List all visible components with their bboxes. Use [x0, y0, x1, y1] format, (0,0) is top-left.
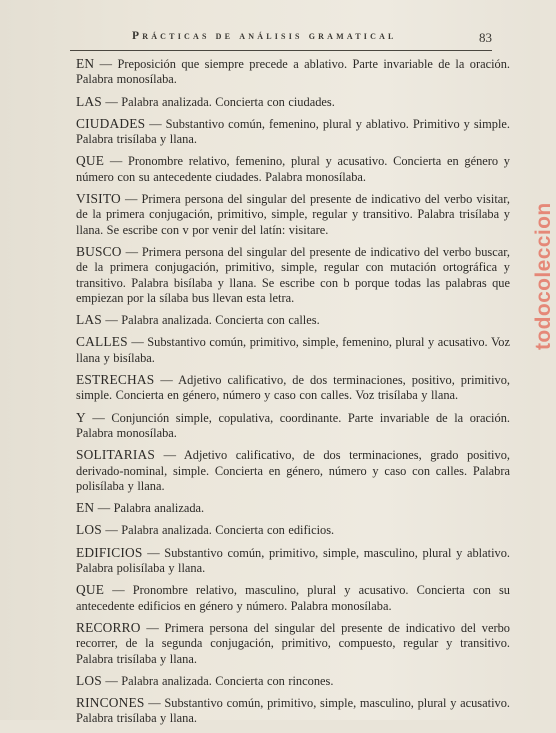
entry-text: — Preposición que siempre precede a ablativo. Parte invariable de la oración. Palabra monosílaba. [76, 57, 510, 87]
entry-las-2 [76, 312, 510, 328]
entry-las [76, 94, 510, 110]
entry-word: LOS [76, 672, 102, 688]
entry-rincones [76, 695, 510, 727]
entry-word: ESTRECHAS [76, 372, 155, 388]
entry-text: — Pronombre relativo, femenino, plural y acusativo. Concierta en género y número con su antecedente ciudades. Palabra monosílaba. [76, 154, 510, 184]
entry-que-2 [76, 582, 510, 614]
entry-word: EN [76, 56, 95, 71]
entry-text: — Substantivo común, femenino, plural y ablativo. Primitivo y simple. Palabra trisílaba y llana. [76, 116, 510, 147]
entry-text: — Palabra analizada. Concierta con ciudades. [101, 94, 335, 109]
entry-word: EDIFICIOS [76, 544, 143, 560]
entry-word: CIUDADES [76, 115, 146, 131]
entry-en [76, 56, 510, 88]
watermark [510, 20, 555, 350]
entry-word: Y [76, 409, 86, 425]
entry-busco [76, 244, 510, 306]
entry-word: QUE [76, 153, 105, 169]
running-header [70, 28, 492, 51]
entry-los-2 [76, 673, 510, 689]
entry-word: RECORRO [76, 619, 141, 635]
entry-word: EN [76, 500, 95, 516]
entry-en-2 [76, 500, 510, 516]
watermark-text: todocoleccion [532, 202, 555, 350]
entry-word: VISITO [76, 191, 121, 207]
entry-que [76, 153, 510, 185]
entry-word: LOS [76, 522, 102, 538]
entry-text: — Pronombre relativo, masculino, plural y acusativo. Concierta con su antecedente edificios en género y número. Palabra monosílaba. [76, 583, 510, 613]
entry-text: — Primera persona del singular del presente de indicativo del verbo recorrer, de la segunda conjugación, primitivo, compuesto, regular y transitivo. Palabra trisílaba y llana. [76, 620, 510, 666]
running-title: Prácticas de análisis gramatical [132, 30, 397, 42]
entry-recorro [76, 620, 510, 667]
entry-estrechas [76, 372, 510, 404]
page-number: 83 [479, 30, 492, 45]
entry-calles [76, 334, 510, 366]
entry-text: — Substantivo común, primitivo, simple, masculino, plural y acusativo. Palabra trisílaba y llana. [76, 696, 510, 726]
entry-word: LAS [76, 93, 102, 109]
entry-text: — Primera persona del singular del presente de indicativo del verbo buscar, de la primera conjugación, primitivo, simple, regular con mutación ortográfica y transitivo. Palabra bisílaba y llana. Se escribe con b porque todas las palabras que empiezan por la sílaba bus llevan esta letra. [76, 244, 510, 305]
entry-text: — Palabra analizada. Concierta con calles. [101, 313, 320, 328]
entry-word: QUE [76, 582, 105, 598]
entry-word: CALLES [76, 334, 128, 350]
entry-visito [76, 191, 510, 238]
entry-text: — Substantivo común, primitivo, simple, femenino, plural y acusativo. Voz llana y bisílaba. [76, 335, 510, 365]
entry-text: — Palabra analizada. [94, 501, 205, 516]
entry-ciudades [76, 116, 510, 148]
entry-text: — Conjunción simple, copulativa, coordinante. Parte invariable de la oración. Palabra monosílaba. [76, 410, 510, 440]
page-body [76, 56, 510, 733]
entry-los [76, 522, 510, 538]
entry-edificios [76, 545, 510, 577]
entry-text: — Primera persona del singular del presente de indicativo del verbo visitar, de la primera conjugación, primitivo, simple, regular y transitivo. Palabra trisílaba y llana. Se escribe con v por venir del latín: visitare. [76, 192, 510, 237]
entry-word: BUSCO [76, 243, 122, 259]
entry-text: — Adjetivo calificativo, de dos terminaciones, positivo, primitivo, simple. Concierta en género, número y caso con calles. Voz trisílaba y llana. [76, 373, 510, 403]
entry-solitarias [76, 447, 510, 494]
entry-text: — Adjetivo calificativo, de dos terminaciones, grado positivo, derivado-nominal, simple. Concierta en género, número y caso con calles. Palabra polisílaba y llana. [76, 448, 510, 493]
entry-y [76, 410, 510, 442]
entry-text: — Palabra analizada. Concierta con edificios. [101, 523, 335, 538]
entry-word: SOLITARIAS [76, 447, 156, 463]
entry-word: LAS [76, 312, 102, 328]
entry-text: — Substantivo común, primitivo, simple, masculino, plural y ablativo. Palabra polisílaba y llana. [76, 545, 510, 576]
entry-text: — Palabra analizada. Concierta con rincones. [101, 673, 334, 688]
entry-word: RINCONES [76, 695, 145, 711]
